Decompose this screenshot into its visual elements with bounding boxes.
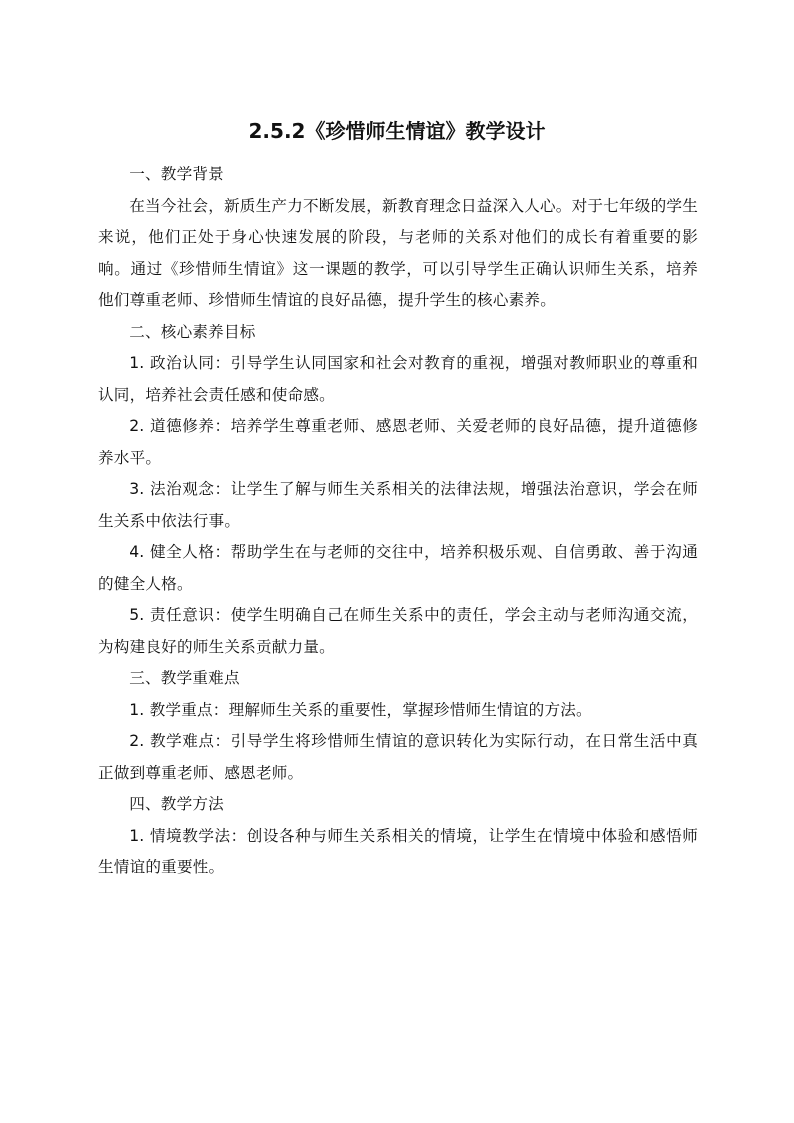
paragraph-goal-2: 2. 道德修养：培养学生尊重老师、感恩老师、关爱老师的良好品德，提升道德修养水平。 [98,417,698,467]
paragraph-background: 在当今社会，新质生产力不断发展，新教育理念日益深入人心。对于七年级的学生来说，他们正处于身心快速发展的阶段，与老师的关系对他们的成长有着重要的影响。通过《珍惜师生情谊》这一课题的教学，可以引导学生正确认识师生关系，培养他们尊重老师、珍惜师生情谊的良好品德，提升学生的核心素养。 [98,196,698,309]
document-title: 2.5.2《珍惜师生情谊》教学设计 [248,119,546,143]
paragraph-method-1: 1. 情境教学法：创设各种与师生关系相关的情境，让学生在情境中体验和感悟师生情谊的重要性。 [98,826,698,876]
paragraph-keypoint-2: 2. 教学难点：引导学生将珍惜师生情谊的意识转化为实际行动，在日常生活中真正做到尊重老师、感恩老师。 [98,732,698,782]
paragraph-goal-4: 4. 健全人格：帮助学生在与老师的交往中，培养积极乐观、自信勇敢、善于沟通的健全人格。 [98,543,698,593]
paragraph-keypoint-1: 1. 教学重点：理解师生关系的重要性，掌握珍惜师生情谊的方法。 [129,700,592,719]
document-body [98,159,698,884]
section-heading-goals: 二、核心素养目标 [129,322,256,341]
paragraph-goal-1: 1. 政治认同：引导学生认同国家和社会对教育的重视，增强对教师职业的尊重和认同，培养社会责任感和使命感。 [98,354,698,404]
section-heading-methods: 四、教学方法 [129,795,224,813]
section-heading-background: 一、教学背景 [129,165,224,183]
paragraph-goal-3: 3. 法治观念：让学生了解与师生关系相关的法律法规，增强法治意识，学会在师生关系中依法行事。 [98,480,698,530]
section-heading-keypoints: 三、教学重难点 [129,669,240,687]
paragraph-goal-5: 5. 责任意识：使学生明确自己在师生关系中的责任，学会主动与老师沟通交流，为构建良好的师生关系贡献力量。 [98,606,698,656]
